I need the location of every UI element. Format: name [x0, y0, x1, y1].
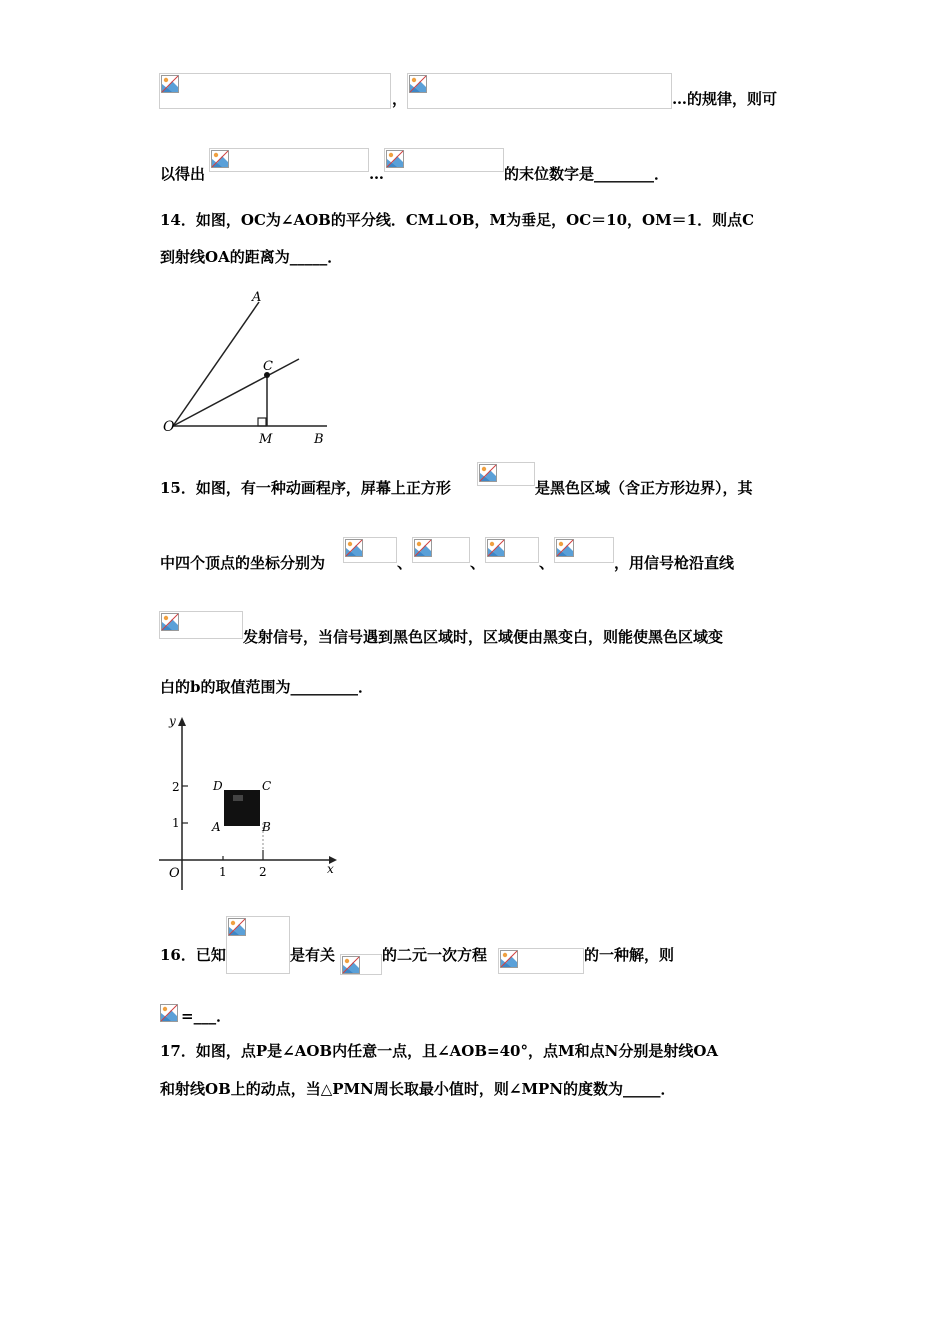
broken-image-icon: [479, 464, 497, 482]
label-b: B: [314, 432, 324, 447]
broken-image-icon: [345, 539, 363, 557]
broken-image-icon: [414, 539, 432, 557]
broken-image-icon: [161, 613, 179, 631]
broken-image-icon: [160, 1004, 178, 1022]
q16-head: 16．已知: [160, 946, 226, 964]
broken-image-icon: [409, 75, 427, 93]
q13-ellipsis: …: [369, 165, 384, 183]
formula-image: [485, 537, 539, 563]
broken-image-icon: [556, 539, 574, 557]
q15-line2-head: 中四个顶点的坐标分别为: [160, 554, 326, 572]
q14-text-line1: 14．如图，OC为∠AOB的平分线．CM⊥OB，M为垂足，OC＝10，OM＝1．则点C: [160, 211, 755, 229]
q14-text-line2: 到射线OA的距离为_____．: [160, 248, 343, 266]
q14-angle-figure: [160, 285, 340, 454]
q13-line1-tail: …的规律，则可: [672, 90, 778, 108]
formula-image: [209, 148, 369, 172]
x-tick-label-1: 1: [219, 865, 227, 879]
q15-line2-tail: ，用信号枪沿直线: [614, 554, 735, 572]
q17-text-line1: 17．如图，点P是∠AOB内任意一点，且∠AOB=40°，点M和点N分别是射线OA: [160, 1042, 719, 1060]
q16-mid2: 的二元一次方程: [382, 946, 488, 964]
broken-image-icon: [487, 539, 505, 557]
label-a: A: [212, 820, 221, 834]
broken-image-icon: [211, 150, 229, 168]
broken-image-icon: [500, 950, 518, 968]
broken-image-icon: [342, 956, 360, 974]
q15-text-line4: 白的b的取值范围为_________．: [160, 678, 373, 696]
y-tick-label-2: 2: [172, 780, 180, 794]
label-o: O: [169, 866, 180, 881]
q13-line2-head: 以得出: [160, 165, 206, 183]
formula-image: [159, 611, 243, 639]
label-c: C: [263, 359, 273, 374]
q15-sep2: 、: [470, 554, 486, 572]
formula-image: [407, 73, 672, 109]
label-a: A: [252, 290, 262, 305]
formula-image: [340, 954, 382, 975]
broken-image-icon: [161, 75, 179, 93]
q15-line3-tail: 发射信号，当信号遇到黑色区域时，区域便由黑变白，则能使黑色区域变: [243, 628, 724, 646]
q16-line2-tail: =___．: [181, 1007, 232, 1025]
label-c: C: [262, 779, 272, 793]
q16-mid1: 是有关: [290, 946, 336, 964]
label-y: y: [169, 714, 176, 728]
y-axis-arrow: [178, 717, 186, 726]
formula-image: [226, 916, 290, 974]
formula-image: [477, 462, 535, 486]
label-x: x: [327, 862, 334, 876]
y-tick-label-1: 1: [172, 816, 180, 830]
ray-oa: [173, 302, 259, 426]
formula-image: [384, 148, 504, 172]
q13-line2-tail: 的末位数字是________．: [504, 165, 670, 183]
formula-image: [159, 73, 391, 109]
ray-oc: [173, 359, 299, 426]
formula-image: [343, 537, 397, 563]
q13-comma: ，: [392, 90, 408, 108]
q17-text-line2: 和射线OB上的动点，当△PMN周长取最小值时，则∠MPN的度数为_____．: [160, 1080, 676, 1098]
label-b: B: [262, 820, 271, 834]
q15-coordinate-figure: [155, 712, 355, 901]
label-m: M: [259, 432, 273, 447]
q15-line1-head: 15．如图，有一种动画程序，屏幕上正方形: [160, 479, 451, 497]
x-tick-label-2: 2: [259, 865, 267, 879]
formula-image: [159, 1003, 181, 1023]
formula-image: [554, 537, 614, 563]
square-speck: [233, 795, 243, 801]
label-o: O: [163, 419, 175, 435]
q15-sep3: 、: [539, 554, 555, 572]
label-d: D: [213, 779, 223, 793]
q16-tail: 的一种解，则: [584, 946, 675, 964]
broken-image-icon: [228, 918, 246, 936]
right-angle-mark: [258, 418, 266, 426]
formula-image: [412, 537, 470, 563]
q15-sep1: 、: [397, 554, 413, 572]
q15-line1-tail: 是黑色区域（含正方形边界），其: [535, 479, 753, 497]
broken-image-icon: [386, 150, 404, 168]
formula-image: [498, 948, 584, 974]
